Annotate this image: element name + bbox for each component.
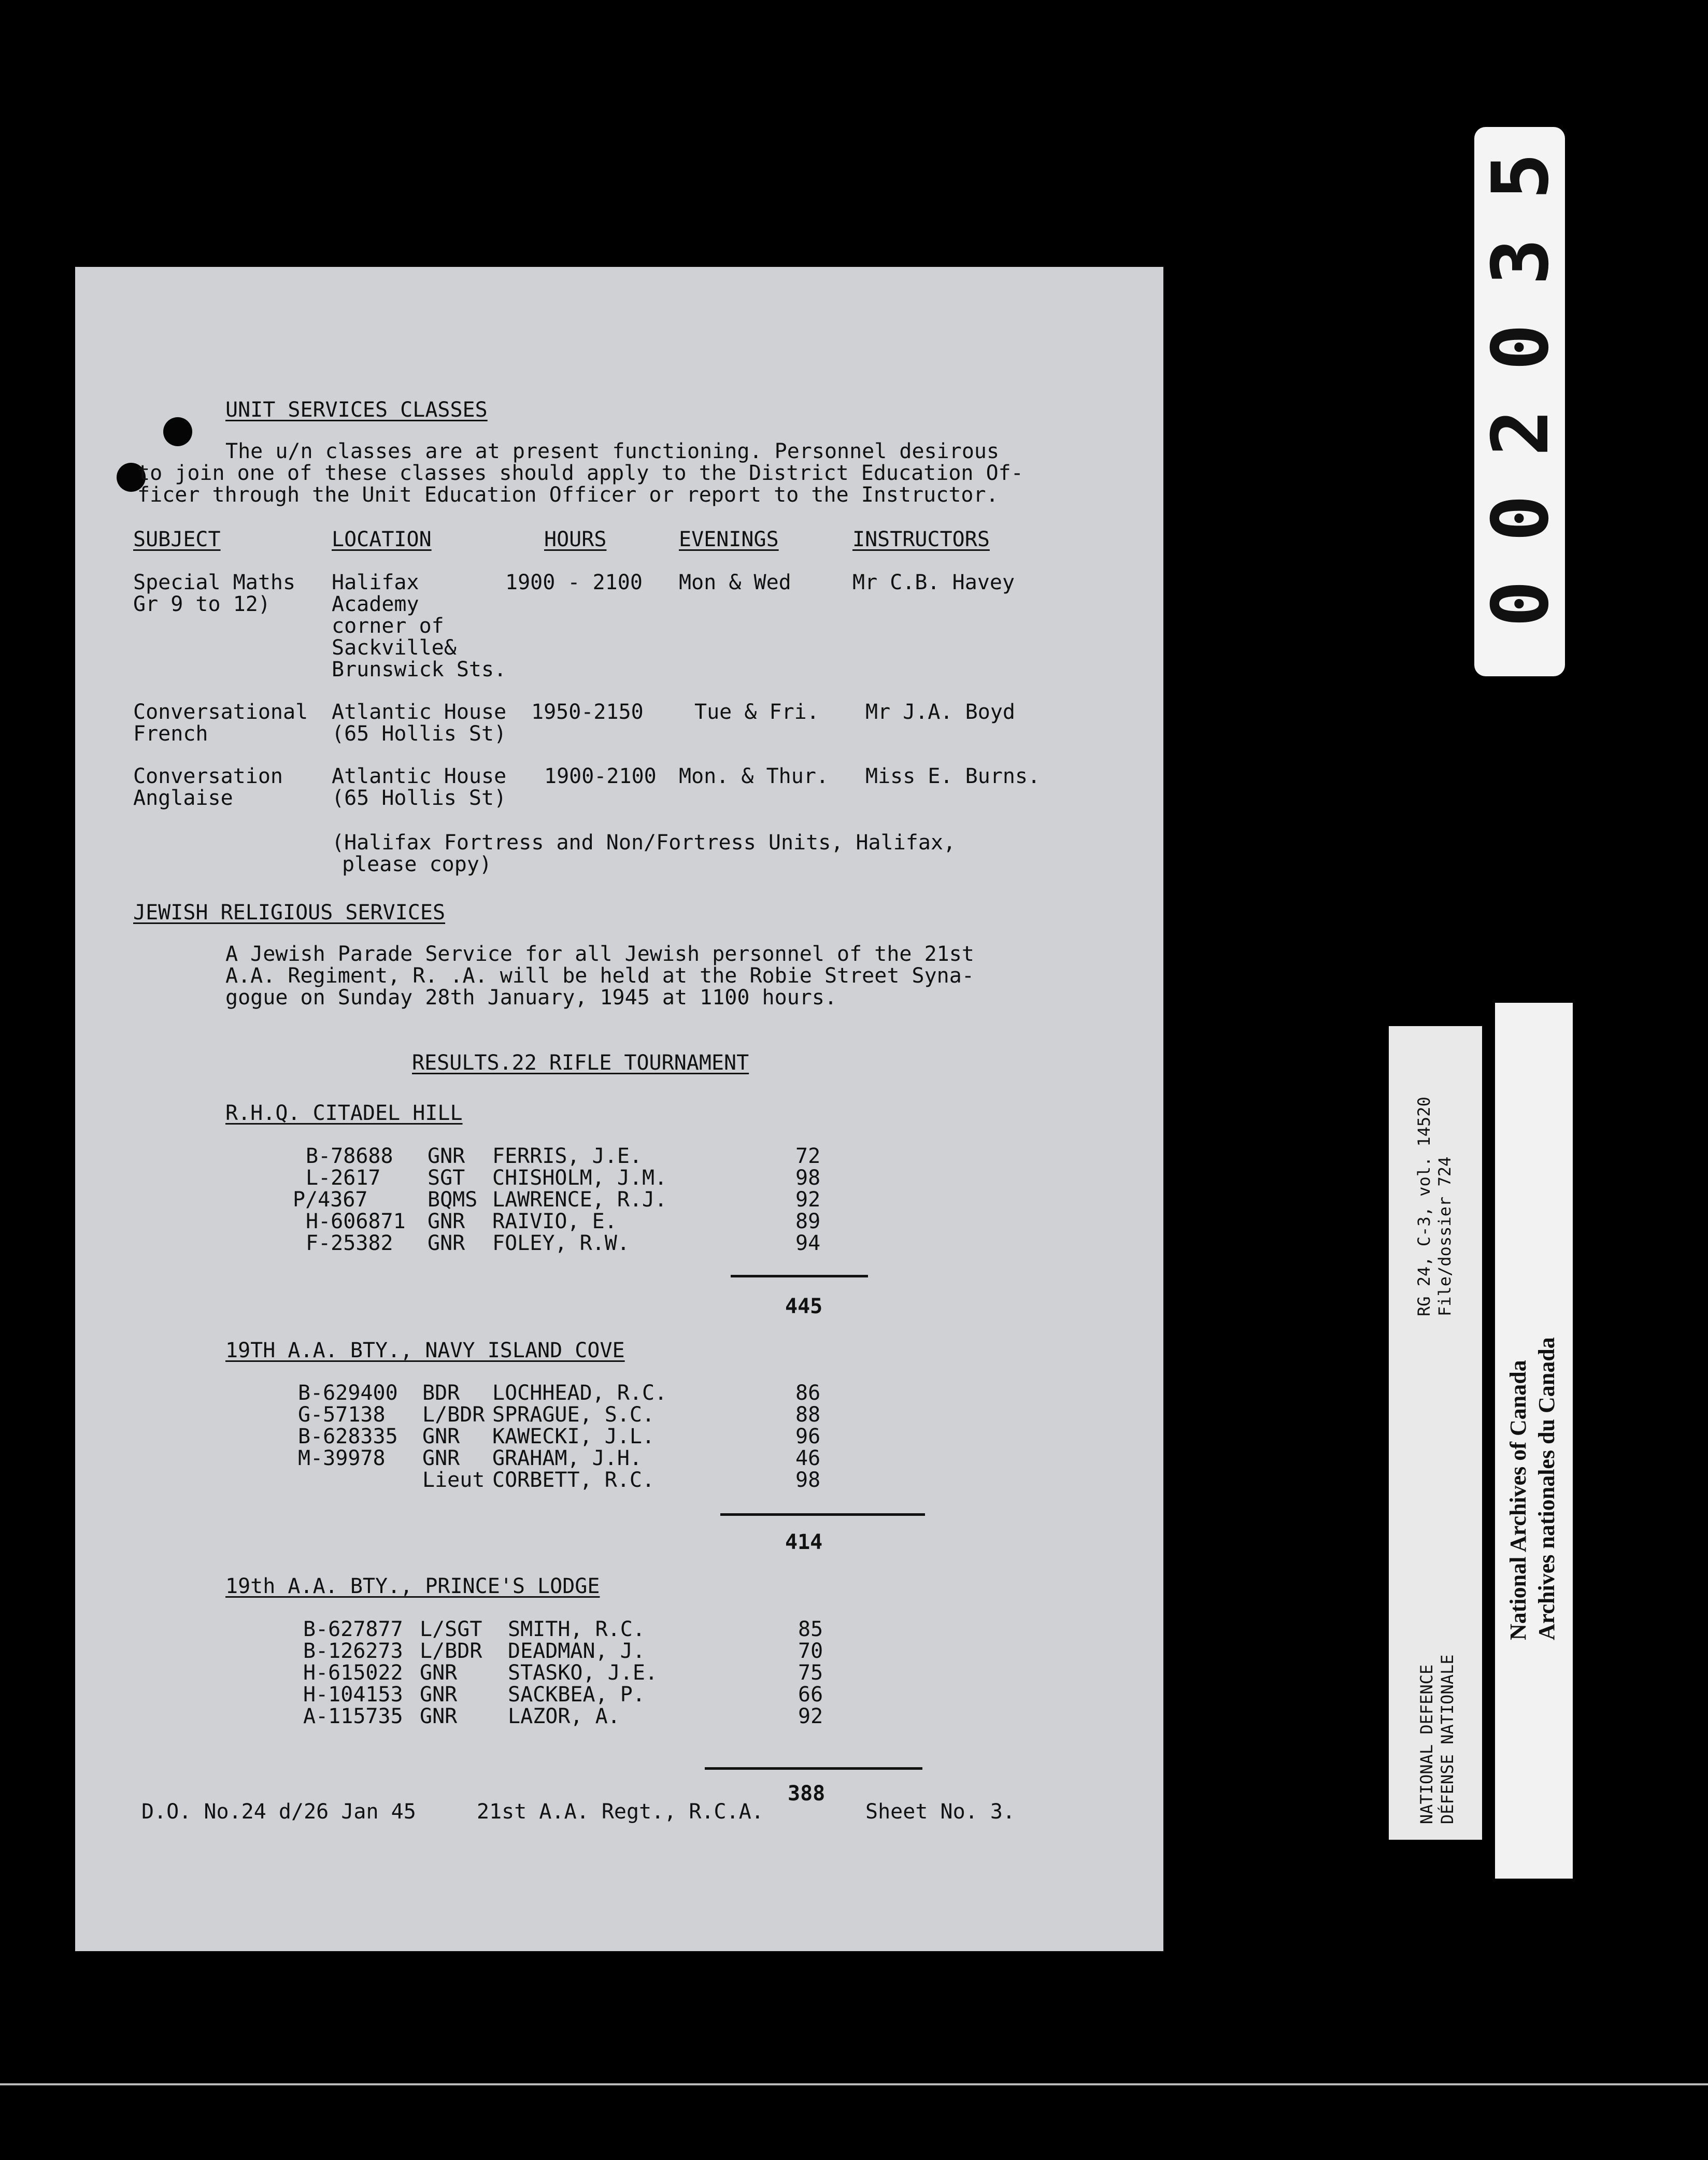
- score: 70: [798, 1639, 823, 1663]
- score: 94: [795, 1231, 821, 1255]
- competitor-name: CHISHOLM, J.M.: [492, 1166, 667, 1190]
- location-cell: (65 Hollis St): [332, 786, 507, 810]
- service-number: L-2617: [306, 1166, 381, 1190]
- competitor-name: LAZOR, A.: [508, 1704, 620, 1728]
- archives-label-line: National Archives of Canada: [1505, 1360, 1531, 1640]
- intro-line: The u/n classes are at present functioning. Personnel desirous: [225, 439, 1000, 463]
- service-number: M-39978: [298, 1446, 386, 1470]
- scan-edge-line: [0, 2083, 1708, 2085]
- rank: GNR: [422, 1446, 460, 1470]
- service-number: H-104153: [303, 1683, 403, 1707]
- column-header: INSTRUCTORS: [852, 528, 990, 551]
- service-number: B-126273: [303, 1639, 403, 1663]
- service-number: A-115735: [303, 1704, 403, 1728]
- group-heading: 19th A.A. BTY., PRINCE'S LODGE: [225, 1574, 600, 1598]
- location-cell: Academy: [332, 592, 419, 616]
- competitor-name: SMITH, R.C.: [508, 1617, 645, 1641]
- rank: GNR: [428, 1144, 465, 1168]
- competitor-name: CORBETT, R.C.: [492, 1468, 655, 1492]
- score: 72: [795, 1144, 821, 1168]
- competitor-name: STASKO, J.E.: [508, 1661, 658, 1685]
- rank: GNR: [422, 1425, 460, 1448]
- subject-cell: Conversational: [133, 700, 308, 724]
- location-cell: Atlantic House: [332, 700, 507, 724]
- service-number: B-628335: [298, 1425, 398, 1448]
- score: 96: [795, 1425, 821, 1448]
- hours-cell: 1950-2150: [531, 700, 644, 724]
- service-number: H-615022: [303, 1661, 403, 1685]
- score: 98: [795, 1468, 821, 1492]
- frame-number-strip: [1474, 127, 1565, 676]
- competitor-name: FERRIS, J.E.: [492, 1144, 642, 1168]
- total-rule: [705, 1767, 922, 1770]
- hours-cell: 1900 - 2100: [505, 571, 643, 594]
- column-header: EVENINGS: [679, 528, 779, 551]
- defence-label-line: DÉFENSE NATIONALE: [1437, 1654, 1457, 1824]
- score: 66: [798, 1683, 823, 1707]
- group-heading: R.H.Q. CITADEL HILL: [225, 1101, 463, 1125]
- subject-cell: Conversation: [133, 764, 283, 788]
- rank: L/BDR: [422, 1403, 485, 1427]
- archives-canada-label: [1495, 1003, 1573, 1879]
- score: 89: [795, 1210, 821, 1233]
- subject-cell: Anglaise: [133, 786, 233, 810]
- archive-ref-line: RG 24, C-3, vol. 14520: [1414, 1097, 1434, 1316]
- evenings-cell: Mon & Wed: [679, 571, 791, 594]
- jewish-text: gogue on Sunday 28th January, 1945 at 1100 hours.: [225, 986, 837, 1010]
- location-cell: corner of: [332, 614, 444, 638]
- frame-digit: 2: [1476, 409, 1566, 457]
- sheet-number: Sheet No. 3.: [865, 1800, 1015, 1824]
- rank: Lieut: [422, 1468, 485, 1492]
- archive-ref-line: File/dossier 724: [1435, 1156, 1455, 1316]
- classes-heading: UNIT SERVICES CLASSES: [225, 398, 488, 422]
- rank: BDR: [422, 1381, 460, 1405]
- column-header: SUBJECT: [133, 528, 221, 551]
- evenings-cell: Mon. & Thur.: [679, 764, 829, 788]
- instructor-cell: Miss E. Burns.: [865, 764, 1041, 788]
- frame-digit: 0: [1476, 580, 1566, 628]
- distribution-note: please copy): [342, 852, 492, 876]
- results-heading: RESULTS.22 RIFLE TOURNAMENT: [412, 1051, 749, 1075]
- jewish-heading: JEWISH RELIGIOUS SERVICES: [133, 901, 446, 925]
- frame-digit: 5: [1476, 152, 1566, 200]
- intro-line: ficer through the Unit Education Officer or report to the Instructor.: [137, 483, 999, 507]
- competitor-name: SACKBEA, P.: [508, 1683, 645, 1707]
- punch-hole: [163, 417, 192, 446]
- service-number: G-57138: [298, 1403, 386, 1427]
- defence-label-line: NATIONAL DEFENCE: [1417, 1664, 1436, 1824]
- frame-digit: 3: [1476, 238, 1566, 286]
- frame-digit: 0: [1476, 323, 1566, 371]
- group-total: 414: [785, 1530, 823, 1554]
- group-total: 388: [788, 1782, 825, 1806]
- rank: L/BDR: [420, 1639, 482, 1663]
- competitor-name: RAIVIO, E.: [492, 1210, 617, 1233]
- archive-reference-label: [1389, 1026, 1482, 1840]
- distribution-note: (Halifax Fortress and Non/Fortress Units, Halifax,: [332, 831, 956, 855]
- competitor-name: KAWECKI, J.L.: [492, 1425, 655, 1448]
- service-number: B-629400: [298, 1381, 398, 1405]
- competitor-name: LAWRENCE, R.J.: [492, 1188, 667, 1212]
- score: 88: [795, 1403, 821, 1427]
- score: 85: [798, 1617, 823, 1641]
- competitor-name: GRAHAM, J.H.: [492, 1446, 642, 1470]
- service-number: B-627877: [303, 1617, 403, 1641]
- total-rule: [720, 1513, 925, 1516]
- total-rule: [731, 1275, 868, 1277]
- group-heading: 19TH A.A. BTY., NAVY ISLAND COVE: [225, 1339, 625, 1362]
- group-total: 445: [785, 1295, 823, 1318]
- hours-cell: 1900-2100: [544, 764, 657, 788]
- location-cell: (65 Hollis St): [332, 722, 507, 746]
- location-cell: Halifax: [332, 571, 419, 594]
- instructor-cell: Mr C.B. Havey: [852, 571, 1015, 594]
- service-number: F-25382: [306, 1231, 393, 1255]
- intro-line: to join one of these classes should apply to the District Education Of-: [137, 461, 1023, 485]
- location-cell: Sackville&: [332, 636, 457, 660]
- archives-label-line: Archives nationales du Canada: [1534, 1337, 1559, 1640]
- rank: L/SGT: [420, 1617, 482, 1641]
- location-cell: Brunswick Sts.: [332, 658, 507, 681]
- competitor-name: SPRAGUE, S.C.: [492, 1403, 655, 1427]
- rank: GNR: [420, 1683, 458, 1707]
- score: 86: [795, 1381, 821, 1405]
- service-number: P/4367: [293, 1188, 368, 1212]
- rank: GNR: [420, 1704, 458, 1728]
- score: 75: [798, 1661, 823, 1685]
- rank: GNR: [428, 1210, 465, 1233]
- rank: SGT: [428, 1166, 465, 1190]
- score: 92: [795, 1188, 821, 1212]
- rank: GNR: [428, 1231, 465, 1255]
- rank: BQMS: [428, 1188, 478, 1212]
- service-number: B-78688: [306, 1144, 393, 1168]
- score: 98: [795, 1166, 821, 1190]
- frame-digit: 0: [1476, 494, 1566, 542]
- subject-cell: Special Maths: [133, 571, 296, 594]
- jewish-text: A.A. Regiment, R. .A. will be held at the Robie Street Syna-: [225, 964, 974, 988]
- competitor-name: DEADMAN, J.: [508, 1639, 645, 1663]
- location-cell: Atlantic House: [332, 764, 507, 788]
- rank: GNR: [420, 1661, 458, 1685]
- service-number: H-606871: [306, 1210, 406, 1233]
- document-page: [75, 267, 1163, 1951]
- unit-name: 21st A.A. Regt., R.C.A.: [477, 1800, 764, 1824]
- evenings-cell: Tue & Fri.: [694, 700, 819, 724]
- competitor-name: FOLEY, R.W.: [492, 1231, 630, 1255]
- jewish-text: A Jewish Parade Service for all Jewish personnel of the 21st: [225, 942, 974, 966]
- column-header: HOURS: [544, 528, 607, 551]
- daily-order-ref: D.O. No.24 d/26 Jan 45: [141, 1800, 416, 1824]
- score: 46: [795, 1446, 821, 1470]
- instructor-cell: Mr J.A. Boyd: [865, 700, 1015, 724]
- subject-cell: Gr 9 to 12): [133, 592, 271, 616]
- competitor-name: LOCHHEAD, R.C.: [492, 1381, 667, 1405]
- column-header: LOCATION: [332, 528, 432, 551]
- score: 92: [798, 1704, 823, 1728]
- subject-cell: French: [133, 722, 208, 746]
